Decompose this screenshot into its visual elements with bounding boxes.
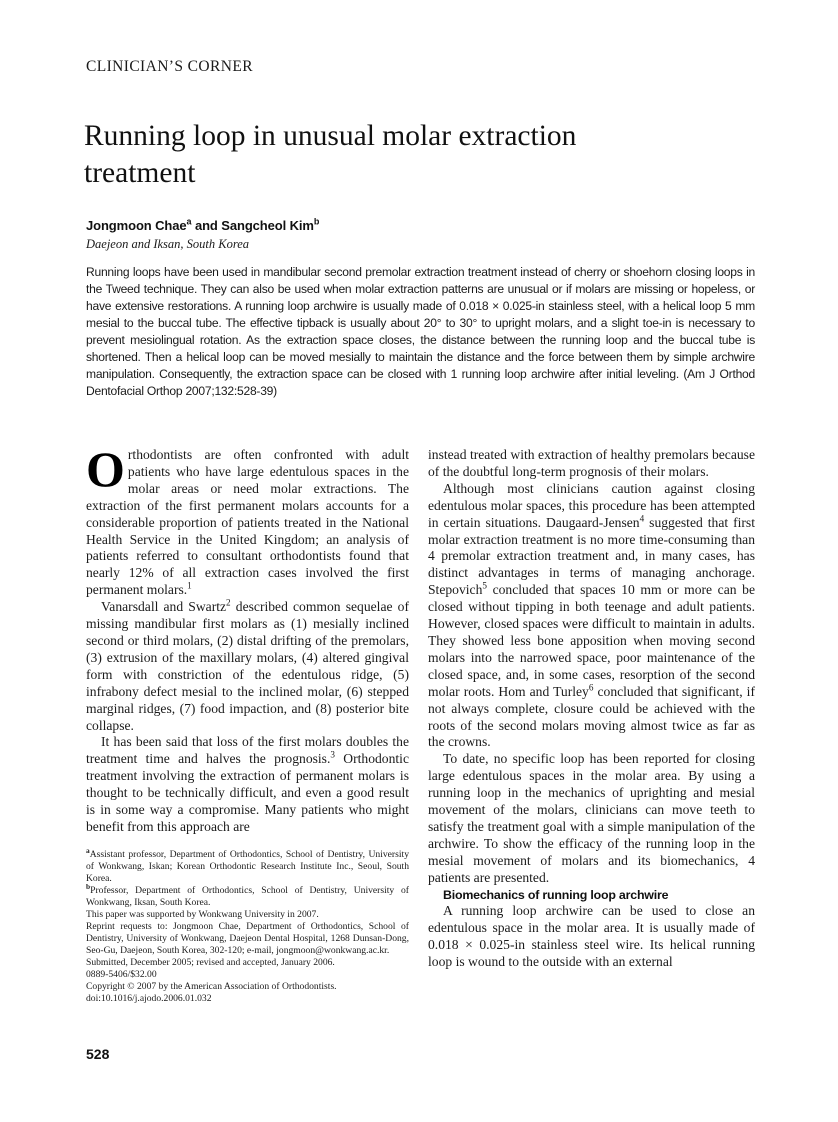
drop-cap: O [86, 441, 125, 497]
paragraph-sequelae-pre: Vanarsdall and Swartz [101, 599, 227, 615]
reference-marker: 4 [639, 513, 645, 524]
footnote-doi: doi:10.1016/j.ajodo.2006.01.032 [86, 993, 212, 1004]
reference-marker: 1 [187, 580, 192, 591]
paragraph-prognosis-post: Orthodontic treatment involving the extraction of permanent molars is thought to be technically difficult, and even a good result is in some way a compromise. Many patients who might benefit from this approach are [86, 751, 409, 834]
paragraph-biomechanics: A running loop archwire can be used to close an edentulous space in the molar area. It is usually made of 0.018 × 0.025-in stainless steel wire. Its helical running loop is wound to the outside with an external [428, 903, 755, 970]
section-label: CLINICIAN’S CORNER [86, 58, 253, 75]
section-heading-biomechanics: Biomechanics of running loop archwire [443, 887, 669, 902]
page-title: Running loop in unusual molar extraction treatment [84, 120, 577, 189]
paragraph-prognosis-pre: It has been said that loss of the first molars doubles the treatment time and halves the prognosis. [86, 734, 409, 767]
footnote-b-marker: b [86, 881, 91, 891]
paragraph-intro [86, 441, 409, 599]
paragraph-sequelae [86, 599, 409, 734]
footnote-issn: 0889-5406/$32.00 [86, 969, 157, 980]
footnote-copyright: Copyright © 2007 by the American Association of Orthodontists. [86, 981, 337, 992]
paragraph-literature [428, 481, 755, 752]
author-one: Jongmoon Chae [86, 218, 187, 233]
footnote-b [86, 881, 409, 909]
body-column-right [428, 447, 755, 971]
paragraph-intro-text: rthodontists are often confronted with adult patients who have large edentulous spaces in the molar areas or need molar extractions. The extraction of the first permanent molars accounts for a considerable proportion of patients treated in the National Health Service in the United Kingdom; an analysis of patients referred to consultant orthodontists found that nearly 12% of all extraction cases involved the first permanent molars. [86, 447, 409, 598]
author-two-marker: b [313, 216, 320, 227]
affiliation-line: Daejeon and Iksan, South Korea [86, 237, 250, 251]
page-number: 528 [86, 1046, 110, 1062]
footnote-b-text: Professor, Department of Orthodontics, School of Dentistry, University of Wonkwang, Iksan, South Korea. [86, 885, 409, 908]
paragraph-literature-pre: Although most clinicians caution against closing edentulous molar spaces, this procedure has been attempted in certain situations. Daugaard-Jensen [428, 480, 755, 530]
abstract: Running loops have been used in mandibular second premolar extraction treatment instead of cherry or shoehorn closing loops in the Tweed technique. They can also be used when molar extraction patterns are unusual or if molars are missing or hopeless, or have extensive restorations. A running loop archwire is usually made of 0.018 × 0.025-in stainless steel, with a helical loop 5 mm mesial to the buccal tube. The effective tipback is usually about 20° to 30° to upright molars, and a slight toe-in is necessary to prevent mesiolingual rotation. As the extraction space closes, the distance between the running loop and the buccal tube is shortened. Then a helical loop can be moved mesially to maintain the distance and the force between them by simple archwire manipulation. Consequently, the extraction space can be closed with 1 running loop archwire after initial leveling. (Am J Orthod Dentofacial Orthop 2007;132:528-39) [86, 265, 755, 399]
paragraph-continued: instead treated with extraction of healthy premolars because of the doubtful long-term prognosis of their molars. [428, 447, 755, 479]
reference-marker: 3 [330, 749, 335, 760]
author-one-marker: a [186, 216, 192, 227]
paragraph-prognosis [86, 734, 409, 835]
author-conjunction: and Sangcheol Kim [191, 218, 314, 233]
footnote-support: This paper was supported by Wonkwang University in 2007. [86, 909, 319, 920]
paragraph-sequelae-post: described common sequelae of missing mandibular first molars as (1) mesially inclined second or third molars, (2) distal drifting of the premolars, (3) extrusion of the maxillary molars, (4) altered gingival form with constriction of the edentulous ridge, (5) infrabony defect mesial to the inclined molar, (6) stepped marginal ridges, (7) food impaction, and (8) posterior bite collapse. [86, 599, 409, 733]
paragraph-literature-mid: suggested that first molar extraction treatment is no more time-consuming than 4 premolar extraction treatment and, in many cases, has distinct advantages in terms of managing anchorage. Stepovich [428, 514, 755, 598]
footnote-a [86, 845, 409, 885]
reference-marker: 5 [482, 580, 487, 591]
body-column-left [86, 441, 409, 836]
reference-marker: 2 [226, 597, 231, 608]
footnotes-block [86, 845, 409, 1005]
footnote-a-text: Assistant professor, Department of Orthodontics, School of Dentistry, University of Wonkwang, Iskan; Korean Orthodontic Research Institute Inc., Seoul, South Korea. [86, 849, 409, 884]
paragraph-rationale: To date, no specific loop has been reported for closing large edentulous spaces in the molar area. By using a running loop in the mechanics of uprighting and mesial movement of the molars, clinicians can move teeth to satisfy the treatment goal with a simple manipulation of the archwire. To show the efficacy of the running loop in the mesial movement of molars and its biomechanics, 4 patients are presented. [428, 751, 755, 885]
reference-marker: 6 [588, 682, 594, 693]
footnote-reprint-requests: Reprint requests to: Jongmoon Chae, Department of Orthodontics, School of Dentistry, University of Wonkwang, Daejeon Dental Hospital, 1268 Dunsan-Dong, Seo-Gu, Daejeon, South Korea, 302-120; e-mail, jongmoon@wonkwang.ac.kr. [86, 921, 409, 956]
author-byline [86, 218, 319, 233]
paragraph-literature-post: concluded that significant, if not always complete, closure could be achieved with the roots of the second molars moving almost twice as far as the crowns. [428, 683, 755, 750]
paragraph-literature-mid2: concluded that spaces 10 mm or more can be closed without tipping in both teenage and adult patients. However, closed spaces were difficult to maintain in adults. They showed less bone apposition when moving second molars into the narrowed space, poor maintenance of the closed space, and, in some cases, resorption of the second molar roots. Hom and Turley [428, 582, 755, 699]
footnote-submitted-dates: Submitted, December 2005; revised and accepted, January 2006. [86, 957, 335, 968]
footnote-a-marker: a [86, 845, 90, 855]
